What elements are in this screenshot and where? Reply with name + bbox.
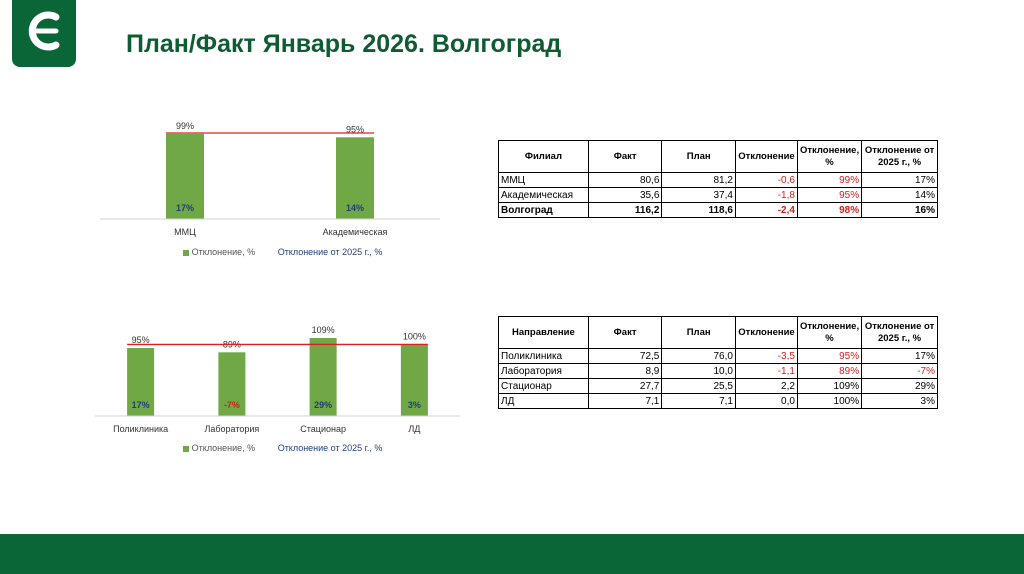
chart-value-label: 99% [175,120,195,131]
branches-table [498,140,938,218]
table-row [499,188,938,203]
table-cell: -1,1 [735,364,797,379]
table-header-cell: Направление [499,317,589,349]
chart-inner-label: 17% [175,203,195,213]
table-cell: 10,0 [662,364,736,379]
table-cell: 116,2 [588,203,662,218]
table-cell: 35,6 [588,188,662,203]
legend-item-deviation: Отклонение, % [191,247,256,257]
table-row [499,364,938,379]
chart-category-label: ММЦ [174,227,196,237]
table-header-cell: Отклонение от 2025 г., % [862,317,938,349]
table-cell: 100% [797,394,861,409]
table-cell: 8,9 [588,364,662,379]
legend-item-deviation-2025: Отклонение от 2025 г., % [277,247,383,257]
chart-value-label: 95% [131,335,150,346]
table-cell: 16% [862,203,938,218]
table-cell: 27,7 [588,379,662,394]
chart-branches-legend [95,247,470,257]
footer-bar [0,534,1024,574]
table-cell: -0,6 [735,173,797,188]
legend-item-deviation-2025: Отклонение от 2025 г., % [277,443,383,453]
table-cell: 109% [797,379,861,394]
table-row-label: Лаборатория [499,364,589,379]
table-cell: 7,1 [588,394,662,409]
table-cell: 99% [797,173,861,188]
table-row-label: Поликлиника [499,349,589,364]
chart-inner-label: -7% [223,400,240,410]
table-header-cell: Отклонение [735,317,797,349]
table-header-cell: Факт [588,317,662,349]
legend-item-deviation: Отклонение, % [191,443,256,453]
table-cell: 72,5 [588,349,662,364]
table-header-cell: Отклонение [735,141,797,173]
table-row-label: Академическая [499,188,589,203]
chart-category-label: ЛД [408,424,421,434]
table-row-label: ЛД [499,394,589,409]
chart-inner-label: 29% [314,400,333,410]
chart-category-label: Поликлиника [113,424,169,434]
chart-directions-legend [95,443,470,453]
table-header-cell: План [662,141,736,173]
table-cell: 95% [797,188,861,203]
table-row [499,203,938,218]
table-row [499,394,938,409]
chart-directions-plot [95,318,470,443]
table-row [499,173,938,188]
chart-value-label: 89% [222,339,241,350]
table-header-cell: План [662,317,736,349]
table-cell: 95% [797,349,861,364]
table-cell: 98% [797,203,861,218]
page-title: План/Факт Январь 2026. Волгоград [126,30,562,58]
table-row [499,379,938,394]
table-header-cell: Филиал [499,141,589,173]
table-cell: 25,5 [662,379,736,394]
table-cell: 3% [862,394,938,409]
chart-inner-label: 3% [407,400,421,410]
table-cell: 81,2 [662,173,736,188]
table-cell: -3,5 [735,349,797,364]
table-header-cell: Отклонение, % [797,317,861,349]
chart-branches-plot [95,113,470,253]
table-cell: 17% [862,349,938,364]
table-cell: 2,2 [735,379,797,394]
chart-inner-label: 17% [131,400,150,410]
table-cell: -2,4 [735,203,797,218]
chart-directions [95,318,470,493]
table-cell: 14% [862,188,938,203]
chart-category-label: Академическая [322,227,388,237]
chart-value-label: 95% [345,124,365,135]
table-cell: 80,6 [588,173,662,188]
table-cell: -1,8 [735,188,797,203]
table-row-label: Волгоград [499,203,589,218]
table-cell: 37,4 [662,188,736,203]
table-header-row [499,141,938,173]
chart-category-label: Лаборатория [204,424,260,434]
table-cell: 118,6 [662,203,736,218]
legend-swatch-deviation [183,446,189,452]
table-cell: 29% [862,379,938,394]
company-logo [12,0,76,67]
table-cell: 89% [797,364,861,379]
chart-branches [95,113,470,288]
table-header-cell: Отклонение, % [797,141,861,173]
chart-value-label: 100% [402,331,426,342]
table-cell: 76,0 [662,349,736,364]
directions-table [498,316,938,409]
table-cell: 0,0 [735,394,797,409]
chart-value-label: 109% [311,325,335,335]
table-row-label: ММЦ [499,173,589,188]
chart-category-label: Стационар [300,424,346,434]
chart-inner-label: 14% [345,203,365,213]
table-cell: 7,1 [662,394,736,409]
table-cell: 17% [862,173,938,188]
table-row [499,349,938,364]
table-header-cell: Отклонение от 2025 г., % [862,141,938,173]
table-cell: -7% [862,364,938,379]
table-row-label: Стационар [499,379,589,394]
table-header-cell: Факт [588,141,662,173]
logo-c-icon [12,0,76,67]
legend-swatch-deviation [183,250,189,256]
table-header-row [499,317,938,349]
